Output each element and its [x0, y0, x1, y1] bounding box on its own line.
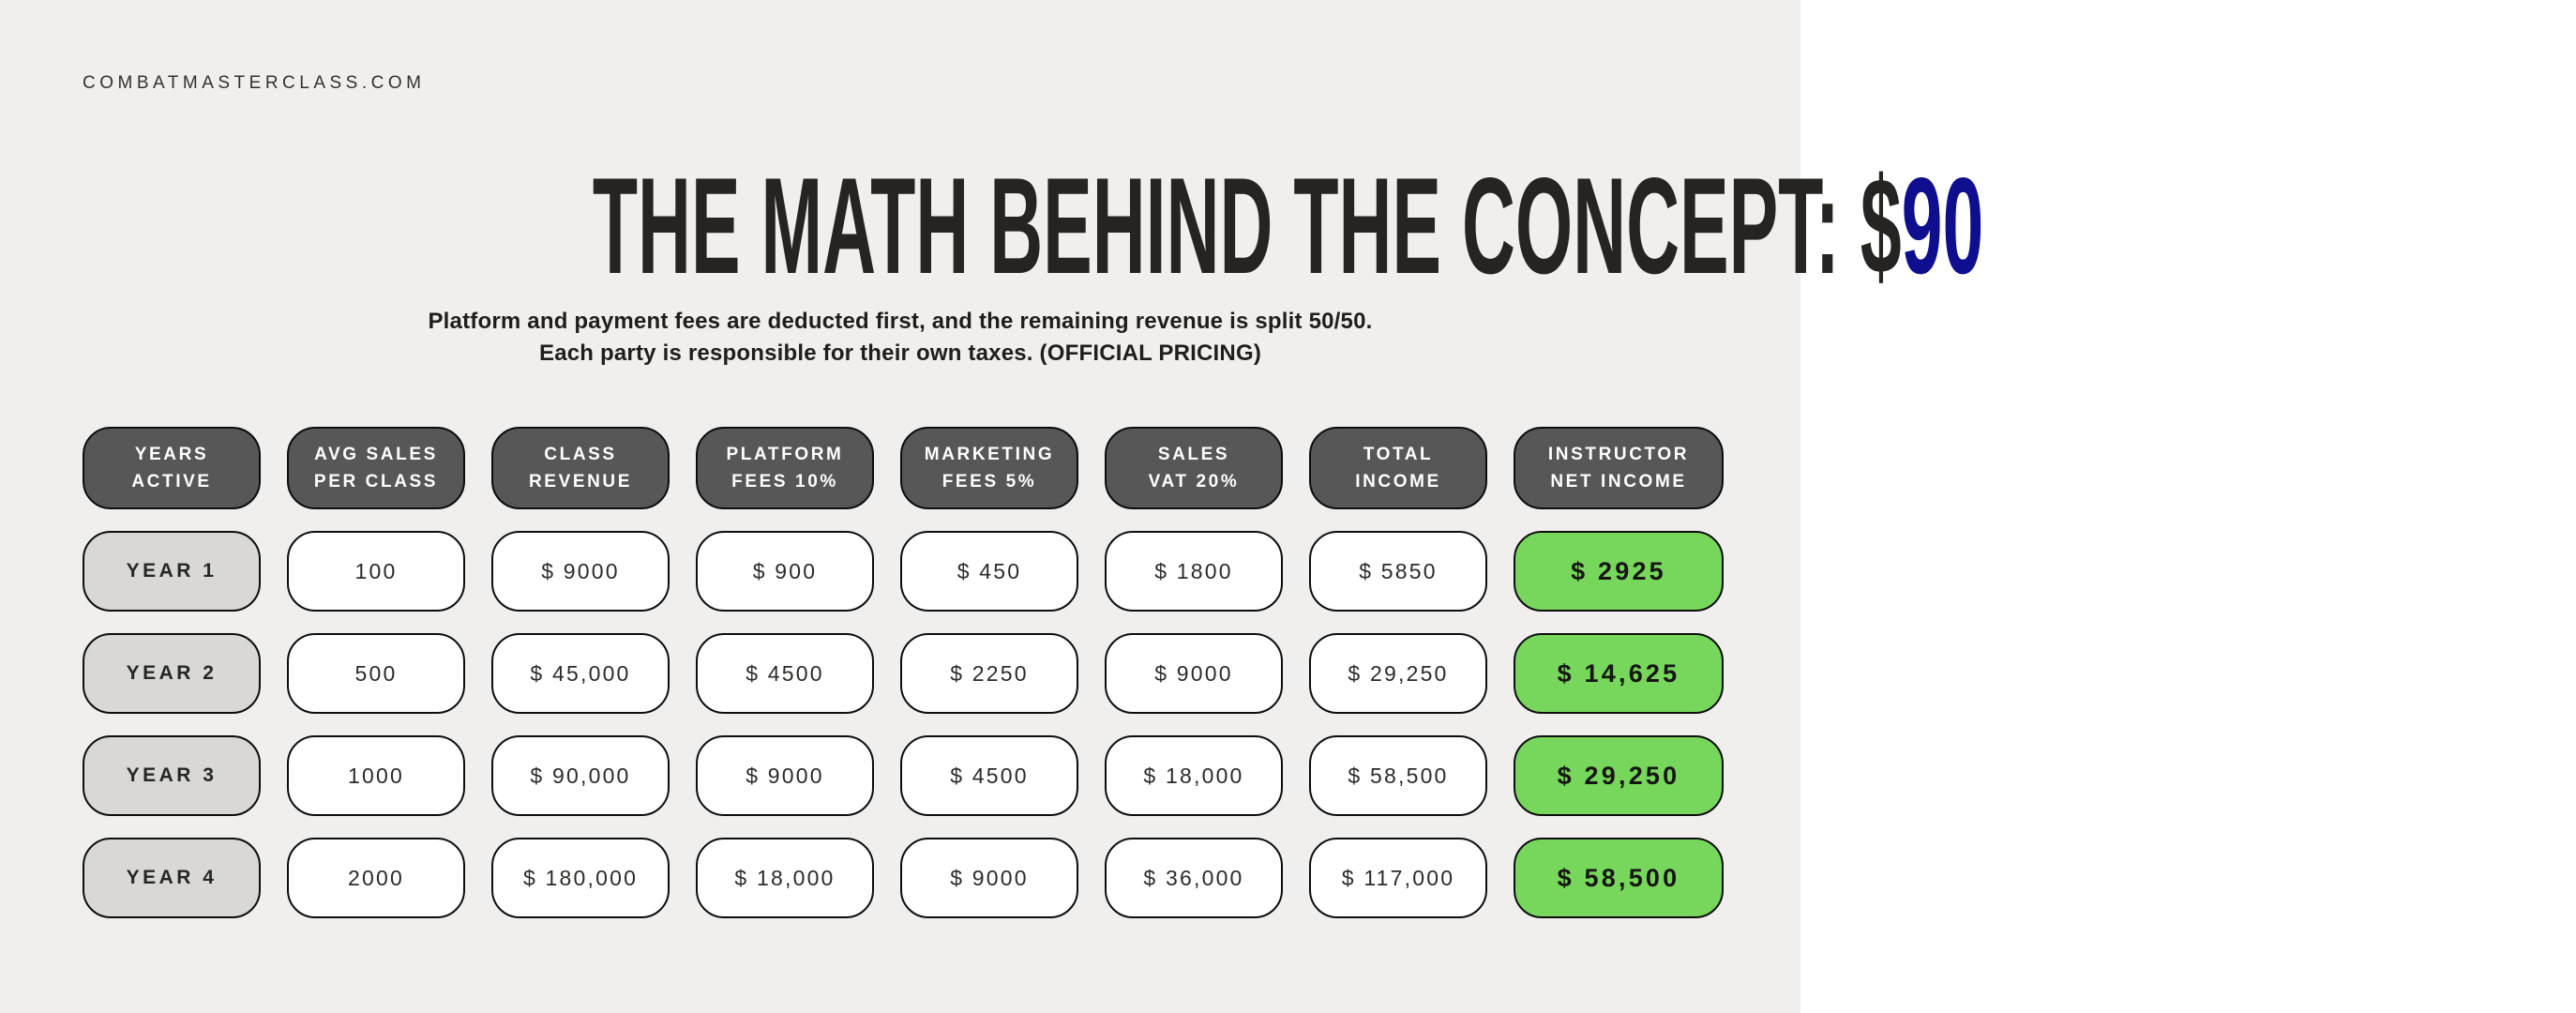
column-header-instructor-net-income — [1514, 427, 1724, 509]
column-header-marketing-fees — [900, 427, 1078, 509]
cell-avg-sales: 500 — [287, 633, 465, 714]
header-line: YEARS — [134, 445, 209, 464]
header-line: VAT 20% — [1148, 472, 1240, 491]
header-line: AVG SALES — [314, 445, 438, 464]
cell-sales-vat: $ 18,000 — [1105, 735, 1283, 816]
cell-sales-vat: $ 1800 — [1105, 531, 1283, 612]
cell-total-income: $ 29,250 — [1309, 633, 1487, 714]
title-prefix: THE MATH BEHIND THE CONCEPT: $ — [592, 149, 1902, 302]
cell-sales-vat: $ 9000 — [1105, 633, 1283, 714]
column-header-class-revenue — [491, 427, 670, 509]
column-header-years-active — [83, 427, 261, 509]
cell-total-income: $ 5850 — [1309, 531, 1487, 612]
column-header-total-income — [1309, 427, 1487, 509]
column-header-sales-vat — [1105, 427, 1283, 509]
cell-platform-fees: $ 9000 — [696, 735, 874, 816]
cell-instructor-net-income: $ 29,250 — [1514, 735, 1724, 816]
cell-marketing-fees: $ 4500 — [900, 735, 1078, 816]
site-logo-text: COMBATMASTERCLASS.COM — [83, 73, 426, 93]
cell-year-label: YEAR 3 — [83, 735, 261, 816]
pricing-table — [83, 427, 1724, 918]
cell-marketing-fees: $ 2250 — [900, 633, 1078, 714]
header-line: NET INCOME — [1550, 472, 1687, 491]
cell-platform-fees: $ 900 — [696, 531, 874, 612]
column-header-platform-fees — [696, 427, 874, 509]
cell-class-revenue: $ 9000 — [491, 531, 670, 612]
column-header-avg-sales-per-class — [287, 427, 465, 509]
subtitle-line-1: Platform and payment fees are deducted first, and the remaining revenue is split 50/50. — [428, 309, 1373, 334]
header-line: MARKETING — [924, 445, 1055, 464]
header-line: PER CLASS — [313, 472, 439, 491]
cell-avg-sales: 1000 — [287, 735, 465, 816]
cell-instructor-net-income: $ 2925 — [1514, 531, 1724, 612]
header-line: FEES 5% — [942, 472, 1037, 491]
cell-platform-fees: $ 18,000 — [696, 838, 874, 918]
header-line: INCOME — [1355, 472, 1441, 491]
header-line: ACTIVE — [131, 472, 212, 491]
cell-marketing-fees: $ 9000 — [900, 838, 1078, 918]
cell-avg-sales: 100 — [287, 531, 465, 612]
header-line: INSTRUCTOR — [1547, 445, 1690, 464]
cell-marketing-fees: $ 450 — [900, 531, 1078, 612]
page-title — [0, 149, 1984, 302]
header-line: REVENUE — [528, 472, 633, 491]
cell-instructor-net-income: $ 58,500 — [1514, 838, 1724, 918]
subtitle — [0, 306, 1800, 370]
cell-platform-fees: $ 4500 — [696, 633, 874, 714]
cell-total-income: $ 58,500 — [1309, 735, 1487, 816]
header-line: CLASS — [544, 445, 617, 464]
cell-instructor-net-income: $ 14,625 — [1514, 633, 1724, 714]
cell-total-income: $ 117,000 — [1309, 838, 1487, 918]
title-price-highlight: 90 — [1901, 149, 1984, 302]
header-line: FEES 10% — [731, 472, 838, 491]
header-line: SALES — [1157, 445, 1230, 464]
cell-class-revenue: $ 180,000 — [491, 838, 670, 918]
header-line: PLATFORM — [726, 445, 844, 464]
header-line: TOTAL — [1363, 445, 1434, 464]
cell-class-revenue: $ 45,000 — [491, 633, 670, 714]
cell-year-label: YEAR 1 — [83, 531, 261, 612]
cell-year-label: YEAR 4 — [83, 838, 261, 918]
cell-avg-sales: 2000 — [287, 838, 465, 918]
subtitle-line-2: Each party is responsible for their own taxes. (OFFICIAL PRICING) — [538, 340, 1262, 366]
page-title-text — [592, 149, 1984, 302]
cell-sales-vat: $ 36,000 — [1105, 838, 1283, 918]
cell-year-label: YEAR 2 — [83, 633, 261, 714]
cell-class-revenue: $ 90,000 — [491, 735, 670, 816]
